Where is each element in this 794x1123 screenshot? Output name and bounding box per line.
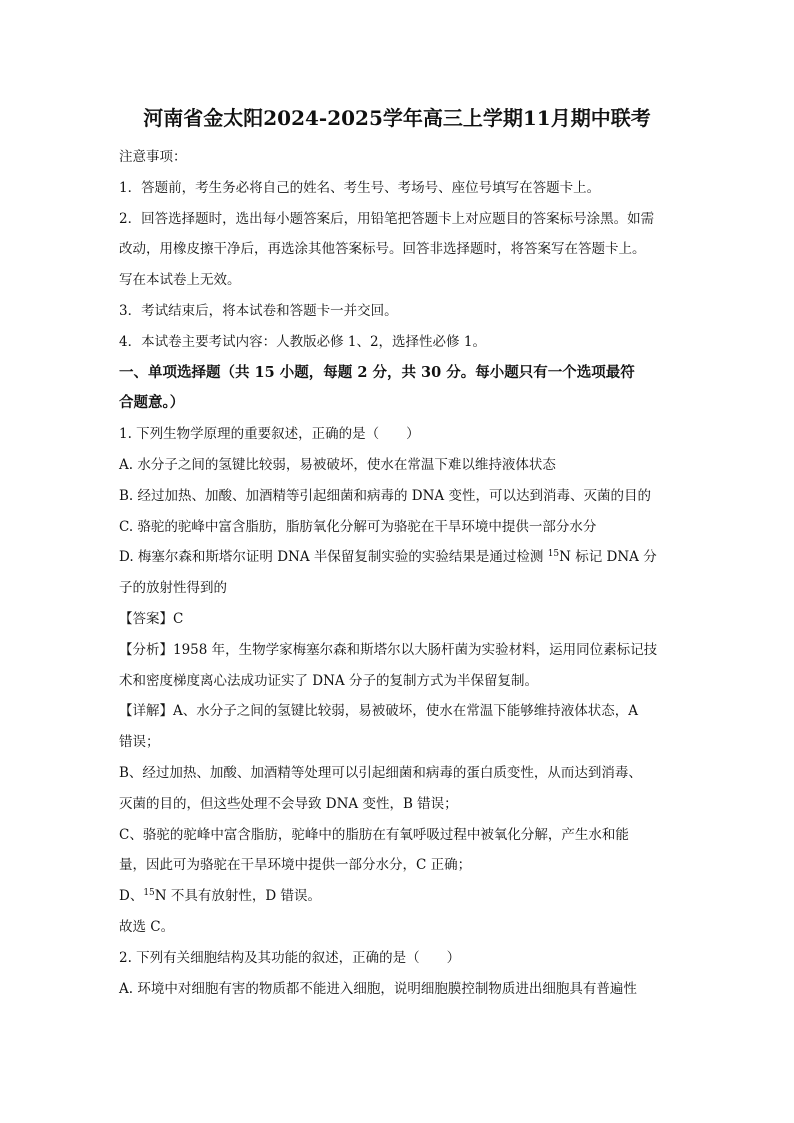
- question-1-detail: [119, 881, 679, 912]
- isotope-superscript: 15: [547, 549, 560, 560]
- document-body: [119, 142, 679, 1004]
- question-1-stem: 1. 下列生物学原理的重要叙述，正确的是（ ）: [119, 426, 420, 443]
- detail-d-text-cont: N 不具有放射性，D 错误。: [154, 888, 321, 905]
- detail-d-text: D、: [119, 888, 144, 905]
- question-1-option-c: C. 骆驼的驼峰中富含脂肪，脂肪氧化分解可为骆驼在干旱环境中提供一部分水分: [119, 518, 597, 535]
- option-d-text: D. 梅塞尔森和斯塔尔证明 DNA 半保留复制实验的实验结果是通过检测: [119, 549, 548, 566]
- question-1-option-a: A. 水分子之间的氢键比较弱，易被破坏，使水在常温下难以维持液体状态: [119, 456, 556, 473]
- question-1-detail: 【详解】A、水分子之间的氢键比较弱，易被破坏，使水在常温下能够维持液体状态，A: [119, 703, 638, 720]
- question-2-stem: 2. 下列有关细胞结构及其功能的叙述，正确的是（ ）: [119, 949, 461, 966]
- section-heading: 一、单项选择题（共 15 小题，每题 2 分，共 30 分。每小题只有一个选项最符: [119, 363, 635, 381]
- page-title: 河南省金太阳2024-2025学年高三上学期11月期中联考: [143, 106, 651, 130]
- question-1-answer: 【答案】C: [119, 610, 184, 627]
- question-1-option-d-cont: 子的放射性得到的: [119, 580, 227, 597]
- notice-item: 1．答题前，考生务必将自己的姓名、考生号、考场号、座位号填写在答题卡上。: [119, 179, 601, 196]
- notice-heading: 注意事项：: [119, 149, 187, 165]
- question-2-option-a: A. 环境中对细胞有害的物质都不能进入细胞，说明细胞膜控制物质进出细胞具有普遍性: [119, 980, 637, 997]
- option-d-text-cont: N 标记 DNA 分: [559, 549, 657, 566]
- notice-item: 写在本试卷上无效。: [119, 272, 241, 289]
- notice-item: 4．本试卷主要考试内容：人教版必修 1、2，选择性必修 1。: [119, 333, 486, 350]
- question-1-analysis-cont: 术和密度梯度离心法成功证实了 DNA 分子的复制方式为半保留复制。: [119, 672, 538, 689]
- question-1-detail: C、骆驼的驼峰中富含脂肪，驼峰中的脂肪在有氧呼吸过程中被氧化分解，产生水和能: [119, 826, 629, 843]
- question-1-option-d: [119, 542, 679, 573]
- question-1-detail: 错误；: [119, 734, 160, 751]
- isotope-superscript: 15: [143, 888, 155, 899]
- question-1-analysis: 【分析】1958 年，生物学家梅塞尔森和斯塔尔以大肠杆菌为实验材料，运用同位素标记技: [119, 641, 658, 658]
- question-1-detail: B、经过加热、加酸、加酒精等处理可以引起细菌和病毒的蛋白质变性，从而达到消毒、: [119, 764, 642, 781]
- notice-item: 改动，用橡皮擦干净后，再选涂其他答案标号。回答非选择题时，将答案写在答题卡上。: [119, 241, 646, 258]
- question-1-detail: 灭菌的目的，但这些处理不会导致 DNA 变性，B 错误；: [119, 795, 458, 812]
- section-heading-cont: 合题意。）: [119, 394, 185, 412]
- notice-item: 3．考试结束后，将本试卷和答题卡一并交回。: [119, 302, 398, 319]
- notice-item: 2．回答选择题时，选出每小题答案后，用铅笔把答题卡上对应题目的答案标号涂黑。如需: [119, 210, 655, 227]
- question-1-detail: 量，因此可为骆驼在干旱环境中提供一部分水分，C 正确；: [119, 857, 472, 874]
- question-1-option-b: B. 经过加热、加酸、加酒精等引起细菌和病毒的 DNA 变性，可以达到消毒、灭菌的目的: [119, 487, 651, 504]
- question-1-conclusion: 故选 C。: [119, 918, 175, 935]
